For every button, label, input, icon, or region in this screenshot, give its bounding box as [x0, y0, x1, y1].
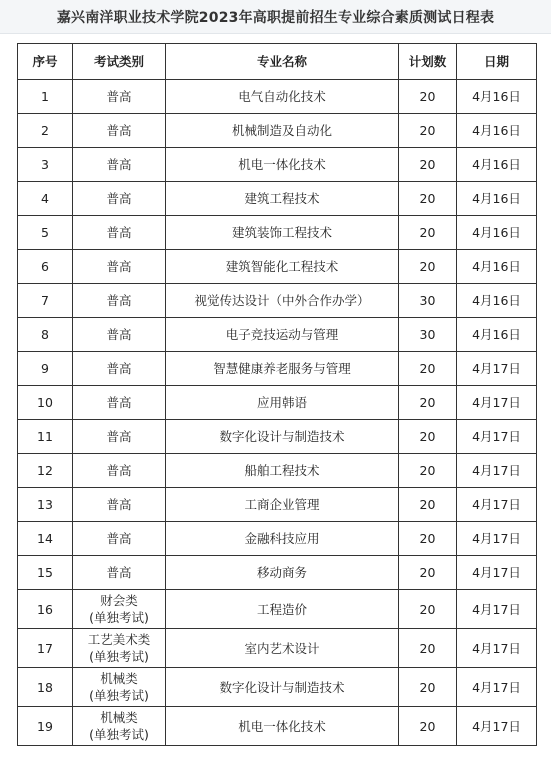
cell-plan: 20: [399, 668, 457, 707]
exam-type-line: (单独考试): [89, 610, 149, 625]
cell-date: 4月17日: [457, 352, 537, 386]
header-exam-type: 考试类别: [73, 44, 166, 80]
cell-exam-type: [73, 352, 166, 386]
cell-date: 4月16日: [457, 216, 537, 250]
table-row: [18, 216, 537, 250]
cell-no: 17: [18, 629, 73, 668]
cell-date: 4月17日: [457, 556, 537, 590]
cell-exam-type: [73, 420, 166, 454]
exam-type-line: 普高: [106, 157, 132, 172]
cell-date: 4月17日: [457, 522, 537, 556]
cell-plan: 20: [399, 216, 457, 250]
table-row: [18, 629, 537, 668]
cell-no: 5: [18, 216, 73, 250]
cell-no: 19: [18, 707, 73, 746]
cell-no: 3: [18, 148, 73, 182]
cell-major: 移动商务: [166, 556, 399, 590]
cell-no: 9: [18, 352, 73, 386]
table-header-row: [18, 44, 537, 80]
cell-exam-type: [73, 522, 166, 556]
cell-exam-type: [73, 386, 166, 420]
table-row: [18, 114, 537, 148]
schedule-table: [17, 43, 537, 746]
exam-type-line: 机械类: [100, 710, 138, 725]
table-row: [18, 250, 537, 284]
cell-major: 建筑装饰工程技术: [166, 216, 399, 250]
cell-date: 4月17日: [457, 629, 537, 668]
cell-date: 4月17日: [457, 420, 537, 454]
exam-type-line: 普高: [106, 429, 132, 444]
cell-major: 室内艺术设计: [166, 629, 399, 668]
table-row: [18, 148, 537, 182]
exam-type-line: (单独考试): [89, 649, 149, 664]
cell-plan: 20: [399, 148, 457, 182]
cell-exam-type: [73, 216, 166, 250]
cell-exam-type: [73, 80, 166, 114]
cell-exam-type: [73, 284, 166, 318]
exam-type-line: 机械类: [100, 671, 138, 686]
exam-type-line: (单独考试): [89, 688, 149, 703]
cell-major: 船舶工程技术: [166, 454, 399, 488]
cell-no: 12: [18, 454, 73, 488]
header-major: 专业名称: [166, 44, 399, 80]
cell-major: 工程造价: [166, 590, 399, 629]
cell-date: 4月17日: [457, 668, 537, 707]
exam-type-line: 普高: [106, 565, 132, 580]
table-row: [18, 454, 537, 488]
table-row: [18, 284, 537, 318]
cell-exam-type: [73, 454, 166, 488]
exam-type-line: 普高: [106, 259, 132, 274]
cell-major: 机械制造及自动化: [166, 114, 399, 148]
cell-plan: 20: [399, 454, 457, 488]
cell-no: 7: [18, 284, 73, 318]
cell-exam-type: [73, 148, 166, 182]
cell-major: 视觉传达设计（中外合作办学）: [166, 284, 399, 318]
cell-major: 建筑智能化工程技术: [166, 250, 399, 284]
cell-no: 13: [18, 488, 73, 522]
table-row: [18, 80, 537, 114]
cell-major: 电气自动化技术: [166, 80, 399, 114]
cell-major: 工商企业管理: [166, 488, 399, 522]
cell-exam-type: [73, 707, 166, 746]
title-bar: [0, 0, 551, 34]
cell-no: 8: [18, 318, 73, 352]
header-no: 序号: [18, 44, 73, 80]
cell-exam-type: [73, 556, 166, 590]
cell-plan: 20: [399, 114, 457, 148]
table-row: [18, 707, 537, 746]
exam-type-line: 普高: [106, 395, 132, 410]
cell-plan: 20: [399, 250, 457, 284]
exam-type-line: 普高: [106, 327, 132, 342]
exam-type-line: 普高: [106, 89, 132, 104]
cell-plan: 20: [399, 386, 457, 420]
header-date: 日期: [457, 44, 537, 80]
cell-exam-type: [73, 114, 166, 148]
cell-major: 金融科技应用: [166, 522, 399, 556]
cell-date: 4月16日: [457, 284, 537, 318]
cell-plan: 20: [399, 707, 457, 746]
cell-plan: 20: [399, 629, 457, 668]
cell-date: 4月17日: [457, 488, 537, 522]
exam-type-line: 普高: [106, 123, 132, 138]
exam-type-line: 普高: [106, 497, 132, 512]
cell-major: 建筑工程技术: [166, 182, 399, 216]
cell-no: 16: [18, 590, 73, 629]
cell-date: 4月16日: [457, 148, 537, 182]
cell-no: 15: [18, 556, 73, 590]
cell-date: 4月16日: [457, 80, 537, 114]
cell-major: 应用韩语: [166, 386, 399, 420]
cell-date: 4月17日: [457, 707, 537, 746]
cell-no: 6: [18, 250, 73, 284]
cell-major: 数字化设计与制造技术: [166, 420, 399, 454]
cell-exam-type: [73, 250, 166, 284]
cell-date: 4月17日: [457, 386, 537, 420]
cell-exam-type: [73, 182, 166, 216]
cell-plan: 20: [399, 488, 457, 522]
cell-exam-type: [73, 488, 166, 522]
exam-type-line: 普高: [106, 463, 132, 478]
cell-no: 18: [18, 668, 73, 707]
cell-no: 14: [18, 522, 73, 556]
cell-major: 机电一体化技术: [166, 148, 399, 182]
cell-no: 11: [18, 420, 73, 454]
cell-plan: 20: [399, 420, 457, 454]
cell-plan: 20: [399, 556, 457, 590]
exam-type-line: 普高: [106, 361, 132, 376]
exam-type-line: 普高: [106, 293, 132, 308]
page-title: 嘉兴南洋职业技术学院2023年高职提前招生专业综合素质测试日程表: [56, 9, 495, 26]
cell-date: 4月17日: [457, 454, 537, 488]
cell-major: 智慧健康养老服务与管理: [166, 352, 399, 386]
cell-date: 4月16日: [457, 250, 537, 284]
exam-type-line: 工艺美术类: [87, 632, 151, 647]
exam-type-line: (单独考试): [89, 727, 149, 742]
table-row: [18, 182, 537, 216]
cell-no: 4: [18, 182, 73, 216]
cell-date: 4月16日: [457, 318, 537, 352]
cell-plan: 30: [399, 318, 457, 352]
exam-type-line: 财会类: [100, 593, 138, 608]
table-row: [18, 318, 537, 352]
table-row: [18, 668, 537, 707]
cell-major: 机电一体化技术: [166, 707, 399, 746]
cell-exam-type: [73, 318, 166, 352]
cell-no: 10: [18, 386, 73, 420]
table-row: [18, 590, 537, 629]
cell-no: 2: [18, 114, 73, 148]
table-row: [18, 352, 537, 386]
cell-plan: 20: [399, 522, 457, 556]
cell-plan: 20: [399, 80, 457, 114]
header-plan: 计划数: [399, 44, 457, 80]
schedule-table-container: [17, 43, 536, 746]
cell-major: 数字化设计与制造技术: [166, 668, 399, 707]
cell-exam-type: [73, 668, 166, 707]
table-row: [18, 420, 537, 454]
cell-plan: 30: [399, 284, 457, 318]
table-row: [18, 556, 537, 590]
cell-date: 4月17日: [457, 590, 537, 629]
cell-plan: 20: [399, 182, 457, 216]
cell-no: 1: [18, 80, 73, 114]
cell-date: 4月16日: [457, 114, 537, 148]
cell-exam-type: [73, 590, 166, 629]
table-row: [18, 522, 537, 556]
cell-major: 电子竞技运动与管理: [166, 318, 399, 352]
exam-type-line: 普高: [106, 531, 132, 546]
exam-type-line: 普高: [106, 191, 132, 206]
cell-plan: 20: [399, 352, 457, 386]
exam-type-line: 普高: [106, 225, 132, 240]
table-body: [18, 80, 537, 746]
cell-plan: 20: [399, 590, 457, 629]
cell-exam-type: [73, 629, 166, 668]
table-row: [18, 488, 537, 522]
table-row: [18, 386, 537, 420]
cell-date: 4月16日: [457, 182, 537, 216]
